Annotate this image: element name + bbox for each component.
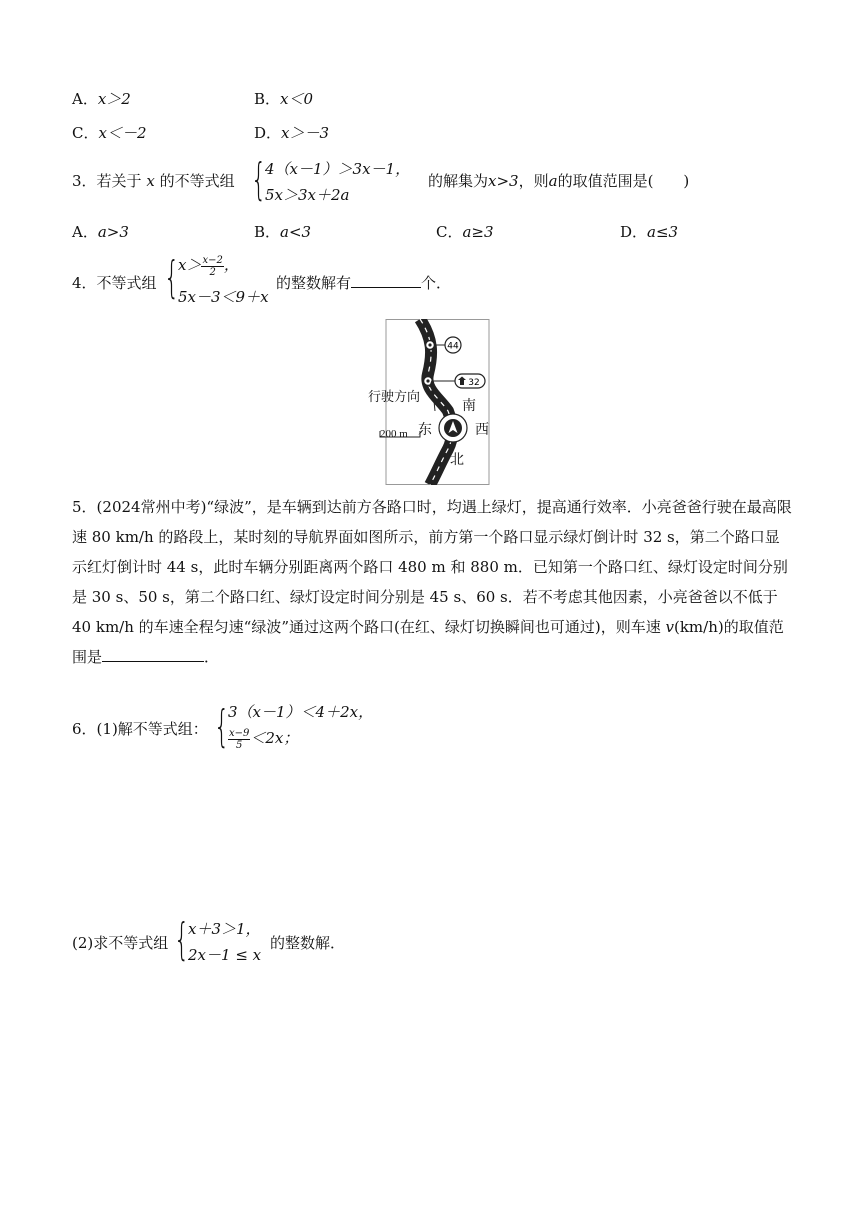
brace: { (174, 914, 190, 965)
q3-line1: 4（x－1）＞3x－1， (265, 160, 411, 178)
q3-option-a (72, 221, 129, 242)
q3-mid: 的不等式组 (159, 172, 235, 190)
q3-suffix-b: x>3 (488, 172, 519, 190)
q3-line2: 5x＞3x＋2a (265, 186, 350, 204)
badge-44-text: 44 (447, 341, 459, 352)
q6-part2-line2: 2x－1 ≤ x (188, 946, 262, 964)
q5-unit-tail: (km/h)的取值范围是 (72, 618, 784, 666)
q4-line1 (178, 254, 239, 278)
option-letter: C． (72, 124, 99, 142)
q4-prefix: 4．不等式组 (72, 274, 157, 292)
q3-option-d (620, 221, 678, 242)
q6-part1-system (214, 701, 394, 757)
frac-den: 2 (209, 266, 216, 278)
q3-suffix-d: a (548, 172, 558, 190)
answer-blank[interactable] (351, 286, 421, 288)
q3-stem-suffix (428, 170, 689, 191)
q6-part2-system (174, 914, 274, 968)
brace: { (164, 252, 180, 303)
frac-num: x−2 (202, 254, 223, 266)
q6-part1-prefix (72, 718, 208, 739)
frac-den: 5 (236, 739, 243, 751)
q6-part2-prefix (72, 932, 168, 953)
option-expr: a≥3 (462, 223, 494, 241)
q3-prefix: 3．若关于 (72, 172, 142, 190)
q6-part2-line1: x＋3＞1， (188, 920, 261, 938)
q3-suffix-e: 的取值范围是( ) (557, 172, 690, 190)
brace: { (214, 701, 230, 752)
q4-line1-b: ， (223, 256, 239, 274)
q6-part1-line2 (228, 727, 298, 751)
compass-south-label: 南 (462, 398, 476, 414)
option-expr: x＜－2 (98, 124, 147, 142)
q3-var: x (146, 172, 155, 190)
direction-label: 行驶方向 (368, 390, 421, 405)
frac-num: x−9 (229, 727, 250, 739)
navigation-figure (358, 319, 490, 485)
q5-var: v (665, 618, 674, 636)
q4-suffix-end: 个． (421, 274, 452, 292)
badge-32-text: 32 (468, 378, 480, 388)
q4-line1-a: x＞ (178, 256, 202, 274)
option-letter: A． (72, 90, 98, 108)
q2-option-d (254, 122, 329, 143)
q2-option-a (72, 88, 131, 109)
option-expr: a≤3 (647, 223, 679, 241)
compass-east-label: 东 (418, 422, 432, 438)
option-letter: D． (254, 124, 282, 142)
option-expr: x＞－3 (281, 124, 330, 142)
q3-stem-prefix (72, 170, 235, 191)
q6-part2-prefix-text: (2)求不等式组 (72, 934, 169, 952)
q4-line2: 5x－3＜9＋x (178, 288, 269, 306)
option-letter: B． (254, 90, 281, 108)
q3-suffix-c: ，则 (518, 172, 549, 190)
q6-fraction (228, 728, 250, 751)
option-expr: x＜0 (280, 90, 314, 108)
option-letter: A． (72, 223, 98, 241)
option-expr: x＞2 (97, 90, 131, 108)
q3-option-b (254, 221, 311, 242)
q6-part1-prefix-text: 6．(1)解不等式组： (72, 720, 208, 738)
q3-option-c (436, 221, 494, 242)
option-letter: B． (254, 223, 281, 241)
compass-west-label: 西 (475, 422, 489, 438)
q5-paragraph (72, 492, 792, 672)
q5-end: ． (204, 648, 220, 666)
q5-text: 5．(2024常州中考)“绿波”，是车辆到达前方各路口时，均遇上绿灯，提高通行效率．小亮爸爸行驶在最高限速 80 km/h 的路段上，某时刻的导航界面如图所示，前方第一个路口显示绿灯倒计时 32 s，第二个路口显示红灯倒计时 44 s，此时车辆分别距离两个路口 480 m 和 880 m．已知第一个路口红、绿灯设定时间分别是 30 s、50 s，第二个路口红、绿灯设定时间分别是 45 s、60 s．若不考虑其他因素，小亮爸爸以不低于 40 km/h 的车速全程匀速“绿波”通过这两个路口(在红、绿灯切换瞬间也可通过)，则车速 (72, 498, 792, 636)
q4-fraction (201, 255, 223, 278)
q2-option-c (72, 122, 147, 143)
option-expr: a<3 (280, 223, 312, 241)
q4-inequality-system (164, 254, 274, 306)
option-expr: a>3 (97, 223, 129, 241)
option-letter: D． (620, 223, 648, 241)
q4-suffix: 的整数解有 (276, 274, 352, 292)
q4-stem-suffix (276, 272, 451, 293)
q6-part1-line1: 3（x－1）＜4＋2x， (228, 703, 374, 721)
q4-stem-prefix (72, 272, 157, 293)
q3-suffix-a: 的解集为 (428, 172, 489, 190)
compass-north-label: 北 (450, 452, 464, 468)
q6-part1-line2-b: ＜2x； (250, 729, 299, 747)
option-letter: C． (436, 223, 463, 241)
brace: { (251, 154, 267, 205)
q6-part2-suffix (270, 932, 345, 953)
answer-blank[interactable] (102, 660, 204, 662)
distance-label: 200 m (380, 428, 408, 440)
q3-inequality-system (251, 154, 421, 206)
q6-part2-suffix-text: 的整数解． (270, 934, 346, 952)
q2-option-b (254, 88, 313, 109)
